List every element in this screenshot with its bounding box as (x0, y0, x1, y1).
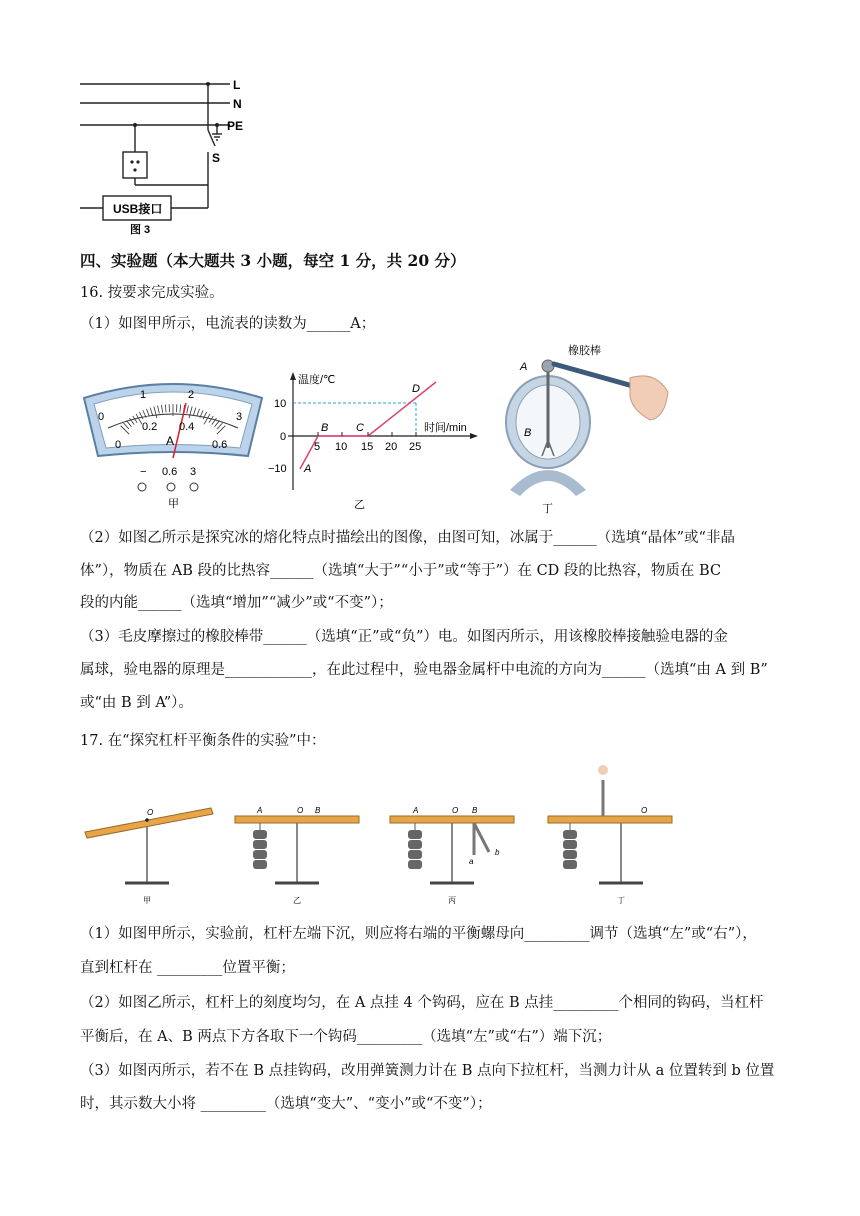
q17-part2-line1: （2）如图乙所示，杠杆上的刻度均匀，在 A 点挂 4 个钩码，应在 B 点挂_________个相同的钩码，当杠杆 (80, 995, 764, 1011)
top-scale-1: 1 (140, 389, 147, 401)
xtick-10: 10 (335, 441, 348, 453)
lever-bing-a: a (469, 857, 474, 866)
q16-part2-line3: 段的内能______（选填“增加”“减少”或“不变”）； (80, 595, 393, 611)
lever-caption-jia: 甲 (143, 896, 151, 905)
label-S: S (212, 151, 221, 165)
lever-bing-A: A (413, 806, 419, 815)
terminal-06: 0.6 (162, 466, 178, 478)
bottom-scale-2: 0.4 (179, 421, 195, 433)
melting-graph (268, 368, 483, 513)
point-C: C (356, 422, 364, 434)
q16-part2-line2: 体”），物质在 AB 段的比热容______（选填“大于”“小于”或“等于”）在 CD 段的比热容，物质在 BC (80, 563, 722, 579)
lever-jia (85, 808, 213, 883)
q17-part1-line2: 直到杠杆在 _________位置平衡； (80, 960, 295, 976)
graph-xlabel: 时间/min (424, 422, 467, 434)
lever-caption-ding: 丁 (617, 896, 625, 905)
lever-ding (548, 765, 672, 883)
lever-yi-B: B (315, 806, 321, 815)
electroscope-label-A: A (520, 361, 528, 373)
q16-part2-line1: （2）如图乙所示是探究冰的熔化特点时描绘出的图像，由图可知，冰属于______（选填“晶体”或“非晶 (80, 530, 735, 546)
point-B: B (321, 422, 329, 434)
bottom-scale-3: 0.6 (212, 439, 228, 451)
lever-bing-B: B (472, 806, 478, 815)
ytick-0: 0 (280, 431, 287, 443)
lever-caption-bing: 丙 (448, 896, 456, 905)
lever-caption-yi: 乙 (293, 896, 301, 905)
lever-figures (75, 760, 695, 910)
terminal-minus: − (140, 466, 147, 478)
lever-yi-O: O (297, 806, 304, 815)
xtick-25: 25 (409, 441, 422, 453)
q17-part3-line2: 时，其示数大小将 _________（选填“变大”、“变小”或“不变”）； (80, 1096, 492, 1112)
label-PE: PE (227, 119, 244, 133)
graph-ylabel: 温度/℃ (298, 374, 336, 386)
top-scale-3: 3 (236, 411, 243, 423)
label-N: N (233, 97, 242, 111)
ytick-neg10: −10 (268, 463, 287, 475)
bottom-scale-1: 0.2 (142, 421, 158, 433)
lever-jia-O: O (147, 808, 154, 817)
figure-3-circuit (75, 70, 275, 240)
ammeter-caption: 甲 (168, 498, 179, 510)
usb-label: USB接口 (113, 202, 163, 216)
q16-part3-line1: （3）毛皮摩擦过的橡胶棒带______（选填“正”或“负”）电。如图丙所示，用该橡胶棒接触验电器的金 (80, 629, 728, 645)
lever-yi (235, 816, 359, 883)
q17-part1-line1: （1）如图甲所示，实验前，杠杆左端下沉，则应将右端的平衡螺母向_________调节（选填“左”或“右”）， (80, 926, 757, 942)
label-L: L (233, 78, 241, 92)
ytick-10: 10 (274, 398, 287, 410)
xtick-20: 20 (385, 441, 398, 453)
electroscope-label-B: B (524, 427, 532, 439)
terminal-3: 3 (190, 466, 197, 478)
section-4-heading: 四、实验题（本大题共 3 小题，每空 1 分，共 20 分） (80, 251, 466, 270)
q17-intro: 17. 在“探究杠杆平衡条件的实验”中： (80, 733, 326, 749)
lever-bing-O: O (452, 806, 459, 815)
lever-bing-b: b (495, 848, 500, 857)
figure-3-caption: 图 3 (130, 224, 151, 236)
ammeter-figure (78, 378, 268, 510)
lever-ding-O: O (641, 806, 648, 815)
ammeter-unit: A (166, 434, 175, 448)
electroscope-figure (490, 340, 690, 515)
point-A: A (304, 463, 312, 475)
q16-part1: （1）如图甲所示，电流表的读数为______A； (80, 316, 376, 332)
q16-intro: 16. 按要求完成实验。 (80, 285, 224, 301)
rod-label: 橡胶棒 (568, 345, 601, 357)
top-scale-0: 0 (98, 411, 105, 423)
q17-part3-line1: （3）如图丙所示，若不在 B 点挂钩码，改用弹簧测力计在 B 点向下拉杠杆，当测力计从 a 位置转到 b 位置 (80, 1063, 775, 1079)
point-D: D (412, 383, 420, 395)
q16-part3-line2: 属球，验电器的原理是____________，在此过程中，验电器金属杆中电流的方向为______（选填“由 A 到 B” (80, 662, 768, 678)
top-scale-2: 2 (188, 389, 195, 401)
lever-yi-A: A (257, 806, 263, 815)
electroscope-caption: 丁 (542, 503, 553, 515)
q16-part3-line3: 或“由 B 到 A”）。 (80, 695, 193, 711)
xtick-15: 15 (361, 441, 374, 453)
q17-part2-line2: 平衡后，在 A、B 两点下方各取下一个钩码_________（选填“左”或“右”）端下沉； (80, 1029, 612, 1045)
bottom-scale-0: 0 (115, 439, 122, 451)
graph-caption: 乙 (354, 499, 365, 511)
xtick-5: 5 (314, 441, 321, 453)
